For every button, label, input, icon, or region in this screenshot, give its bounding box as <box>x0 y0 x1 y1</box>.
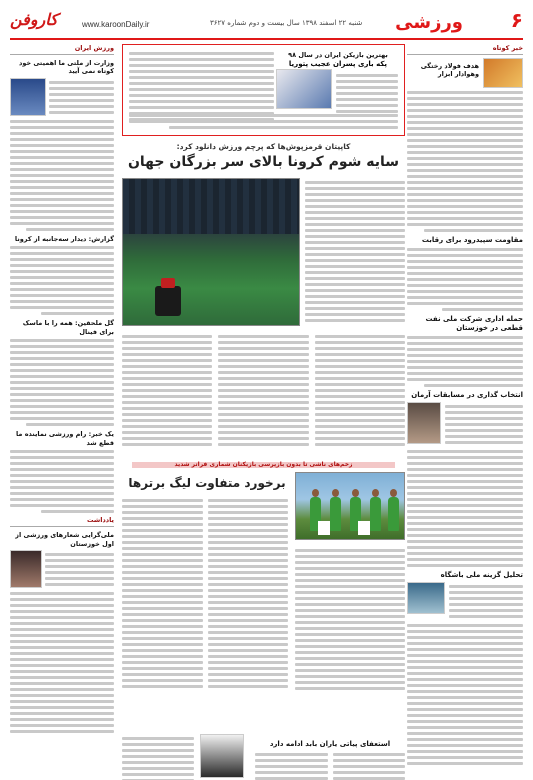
right-text-3 <box>407 336 523 387</box>
right-headline-4: انتخاب گذاری در مسابقات آرمان <box>411 391 523 400</box>
left-text-1 <box>10 120 114 231</box>
second-text-b <box>295 546 405 693</box>
right-text-4 <box>445 402 523 447</box>
website-url[interactable]: www.karoonDaily.ir <box>82 20 150 29</box>
top-box-story <box>122 44 405 136</box>
main-text-columns <box>122 332 405 449</box>
left-headline-4: یک خبر: رام ورزشی نماینده ما قطع شد <box>15 430 114 447</box>
left-column <box>10 44 114 768</box>
top-box-text-1 <box>336 71 398 116</box>
bottom-title: استعفای پیاتی یاران بابد ادامه دارد <box>269 740 391 748</box>
header-rule <box>10 38 523 40</box>
top-box-text-3 <box>129 111 398 132</box>
left-text-3 <box>10 339 114 426</box>
right-photo-3 <box>407 582 445 614</box>
right-text-6 <box>449 582 523 621</box>
left-column-head: ورزش ایران <box>10 44 114 55</box>
main-text-right <box>305 178 405 325</box>
left-column-head-2: یادداشت <box>10 516 114 527</box>
right-text-5 <box>407 450 523 567</box>
left-headline-5: ملی‌گرایی شعارهای ورزشی از اول خوزستان <box>15 531 114 548</box>
issue-date: شنبه ۲۲ اسفند ۱۳۹۸ سال بیست و دوم شماره ۳۶۲۷ <box>210 19 363 27</box>
left-headline-2: گزارش: دیدار سه‌جانبه از کرونا <box>14 234 114 243</box>
right-photo-1 <box>483 58 523 88</box>
right-text-1 <box>407 91 523 232</box>
left-text-4 <box>10 450 114 513</box>
right-headline-1: هدف فولاد رختگی وهوادار ابزار <box>420 62 479 79</box>
center-column <box>122 44 405 768</box>
right-headline-2: مقاومت سپیدرود برای رقابت <box>421 236 523 244</box>
right-text-2 <box>407 248 523 311</box>
top-box-photo <box>276 69 332 109</box>
section-title: ورزشی <box>395 12 463 33</box>
left-photo-2 <box>10 550 42 588</box>
left-text-2 <box>10 246 114 315</box>
right-headline-5: تحلیل گزینه ملی باشگاه <box>440 571 523 580</box>
bottom-text-right <box>255 750 405 780</box>
top-box-title: پکه باری پسران عجیب پتوریا <box>288 60 388 68</box>
left-text-5 <box>10 592 114 733</box>
main-stadium-photo <box>122 178 300 326</box>
left-photo-1 <box>10 78 46 116</box>
right-text-7 <box>407 624 523 765</box>
main-title: سایه شوم کرونا بالای سر بزرگان جهان <box>127 154 400 170</box>
masthead <box>10 10 523 40</box>
right-h1-wrap <box>407 58 479 88</box>
newspaper-logo: کاروفن <box>10 10 58 29</box>
second-title: برخورد متفاوت لیگ برترها <box>128 476 286 490</box>
main-kicker: کاپیتان قرمزپوش‌ها که پرچم ورزش دانلود کرد: <box>176 142 351 151</box>
second-kicker: زخم‌های ناشی تا بدون بازپرسی بازیکنان شماری فراتر شدید <box>174 461 353 468</box>
page-number: ۶ <box>510 8 523 32</box>
right-column <box>407 44 523 768</box>
right-headline-3: حمله اداری شرکت ملی نفت قطعی در خوزستان <box>425 315 523 333</box>
left-text-5a <box>45 550 114 589</box>
left-text-1a <box>49 78 114 117</box>
left-headline-1: وزارت از ملتی ما اهمیتی خود کوتاه نمی آیید <box>18 59 114 76</box>
top-box-kicker: بهترین بازیکن ایران در سال ۹۸ <box>288 51 388 59</box>
right-photo-2 <box>407 402 441 444</box>
left-headline-3: گل ملحقین: همه را با ماسک برای فینال <box>22 319 114 336</box>
right-column-head: خبر کوتاه <box>407 44 523 55</box>
bottom-text-left <box>122 734 194 780</box>
players-photo <box>295 472 405 540</box>
second-text-a <box>122 496 288 691</box>
bottom-photo <box>200 734 244 778</box>
